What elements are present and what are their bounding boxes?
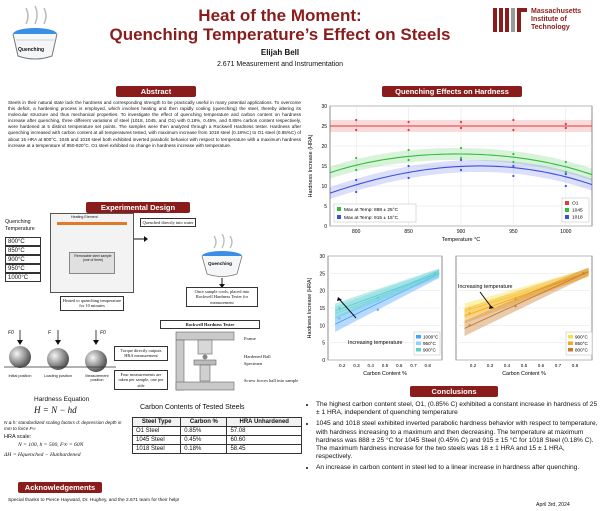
abstract-heading: Abstract [116,86,196,97]
x-tick-label: 0.6 [537,363,545,368]
mit-logo-line2: Institute of [531,16,567,23]
data-point-1018 [355,179,357,181]
data-point-1018 [460,169,462,171]
conclusion-item: • 1045 and 1018 steel exhibited inverted parabolic hardness behavior with respect to temperature, with hardness increasing to a maximum and then decreasing. The temperature at maximum hardness was 888 ± 25 °C for 1045 Steel (0.45% C) and 915 ± 15 °C for 1018 Steel (0.18% C). The maximum hardness increase for the two steels was 18 ± 1 HRA and 15 ± 1 HRA, respectively. [316,420,598,461]
quench-temp-label [5,219,35,232]
data-point-800°C [582,272,584,274]
quenching-header-icon [6,4,64,62]
data-point-900°C [338,307,340,309]
data-point-900°C [377,297,379,299]
carbon-table-title: Carbon Contents of Tested Steels [140,404,245,411]
mit-logo-line1: Massachusetts [531,8,582,15]
acknowledgements-text: Special thanks to Pierce Hayward, Dr. Hughey, and the 2.671 team for their help! [8,498,180,503]
legend-swatch [416,335,421,339]
legend-label: Max at Temp: 888 ± 25°C [344,208,399,213]
legend-label: 1045 [572,208,583,214]
legend-label: 1018 [572,215,583,221]
x-tick-label: 850 [404,229,413,235]
data-point-850°C [469,312,471,314]
x-tick-label: 800 [352,229,361,235]
data-point-900°C [434,272,436,274]
legend-swatch [565,201,569,205]
x-axis-label: Temperature °C [441,237,481,243]
ball-indentation-diagram [4,330,116,388]
x-tick-label: 1000 [560,229,572,235]
quench-icon-label: Quenching [18,47,45,53]
table-row [133,436,302,445]
cooled-caption: Once sample cools, placed into Rockwell Hardness Tester for measurement [186,287,258,307]
table-row [133,427,302,436]
page-title-line1: Heat of the Moment: [198,6,362,25]
temperature-item: 800°C [5,237,41,246]
arrow-to-quench [134,235,148,243]
quench-bath-label: Quenching [208,261,232,266]
page-title-line2: Quenching Temperature’s Effect on Steels [109,25,451,44]
legend-swatch [416,342,421,346]
x-tick-label: 0.5 [520,363,528,368]
author-name: Elijah Bell [260,48,300,57]
y-tick-label: 30 [321,104,327,110]
legend-swatch [337,207,341,211]
y-tick-label: 5 [322,340,325,347]
x-tick-label: 0.8 [424,363,431,368]
data-point-O1 [460,121,462,123]
quenching-effects-heading: Quenching Effects on Hardness [382,86,522,97]
ball-position-label: Initial position [8,374,32,378]
table-cell: 58.45 [227,445,302,454]
data-point-1018 [565,185,567,187]
tester-label-frame: Frame [244,336,256,341]
x-axis-label: Carbon Content % [502,371,546,377]
x-tick-label: 0.7 [410,363,417,368]
x-tick-label: 0.3 [486,363,494,368]
y-tick-label: 0 [322,358,325,364]
data-point-1045 [460,157,462,159]
table-header: Steel Type [133,418,181,427]
data-point-1018 [512,165,514,167]
x-tick-label: 950 [509,229,518,235]
carbon-table [132,417,302,454]
force-label: F0 [100,330,106,336]
data-point-O1 [408,129,410,131]
table-cell: O1 Steel [133,427,181,436]
data-point-1045 [355,157,357,159]
annotation-label: Increasing temperature [458,284,513,290]
data-point-O1 [512,129,514,131]
temperature-item: 900°C [5,255,41,264]
hra-label: HRA scale: [4,434,32,440]
equation-note: N & h: standardized scaling factors d: depression depth in mm to force F∞ [4,420,122,431]
quench-bath-icon [196,234,248,278]
hra-equation: N = 100, h = 500, F∞ = 60N [18,442,84,448]
temperature-item: 1000°C [5,273,41,282]
torque-caption: Torque directly outputs HRA measurement [114,346,168,361]
x-tick-label: 0.2 [339,363,346,368]
delta-equation: ΔH = Hquenched − Hunhardened [4,452,81,458]
furnace-sample-label: Removable steel sample (one of three) [74,254,112,262]
hardness-equation: H = N − hd [34,405,77,415]
y-tick-label: 15 [319,306,325,312]
y-tick-label: 20 [319,288,325,295]
data-point-800°C [514,305,516,307]
legend-swatch [565,215,569,219]
abstract-text: Steels in their natural state lack the hardness and corresponding strength to be practically useful in many potential applications. To overcome this deficit, a hardening process is employed, which involves heating and then rapidly cooling (quenching) the steel, thereby altering its molecular structure and thus mechanical properties. To investigate the effect of quenching temperature and carbon content on hardness increase after quenching, three different variations of steel (1018, 1045, and O1) with 0.18%, 0.45%, and 0.85% carbon content respectively, were hardened at 5 distinct temperature set points. The samples were then analyzed through a Rockwell Hardness tester. Hardness after quenching increased with carbon content at all temperatures tested, with maximum increase from 1018 steel (0.18%C) to O1 steel (0.85%C) of about 15 HRA at 800°C. 1045 and 1018 steel both exhibited inverted parabolic behavior with respect to temperature with a maximum hardness increase at a temperature of 850-920°C. O1 steel exhibited no change in hardness increase with temperature. [8,100,301,148]
data-point-1018 [512,175,514,177]
x-tick-label: 0.6 [396,363,403,368]
data-point-1018 [408,177,410,179]
x-tick-label: 0.3 [353,363,360,368]
furnace-heating-label: Heating Element [71,215,98,219]
legend-label: 1000°C [423,334,439,340]
annotation-label: Increasing temperature [348,340,403,346]
tester-label-ball: Hardened Ball [244,354,271,359]
data-point-1045 [512,153,514,155]
legend-swatch [416,348,421,352]
table-cell: 57.08 [227,427,302,436]
hardness-vs-temperature-chart [304,100,599,250]
data-point-O1 [408,121,410,123]
y-tick-label: 30 [319,254,325,260]
legend-swatch [565,208,569,212]
furnace-caption: Heated to quenching temperature for 10 minutes [60,296,124,311]
legend-swatch [568,342,573,346]
table-header: Carbon % [181,418,227,427]
table-cell: 1018 Steel [133,445,181,454]
y-tick-label: 10 [321,184,327,190]
data-point-1018 [460,159,462,161]
quench-temp-label-line1: Quenching [5,219,31,225]
force-label: F [48,330,52,336]
y-tick-label: 25 [319,271,325,278]
data-point-1045 [408,159,410,161]
legend-label: 950°C [423,341,436,346]
y-tick-label: 5 [324,204,327,210]
x-tick-label: 0.4 [503,363,511,368]
force-label: F0 [8,330,14,336]
table-cell: 1045 Steel [133,436,181,445]
data-point-1045 [355,169,357,171]
rockwell-tester-diagram [172,330,238,394]
y-tick-label: 0 [324,224,327,230]
table-header: HRA Unhardened [227,418,302,427]
table-cell: 60.60 [227,436,302,445]
mit-logo [493,8,597,40]
table-cell: 0.85% [181,427,227,436]
table-cell: 0.18% [181,445,227,454]
conclusion-item: • An increase in carbon content in steel led to a linear increase in hardness after quenching. [316,464,598,472]
data-point-1045 [460,147,462,149]
temperature-item: 950°C [5,264,41,273]
ball-position-label: Measurement position [85,374,109,383]
x-tick-label: 0.5 [381,363,389,368]
data-point-1045 [408,149,410,151]
legend-label: 800°C [575,347,588,353]
data-point-O1 [565,123,567,125]
x-tick-label: 900 [456,229,466,235]
data-point-1018 [355,191,357,193]
course-name: 2.671 Measurement and Instrumentation [216,61,344,68]
furnace-diagram [50,213,134,293]
legend-swatch [568,335,573,339]
x-tick-label: 0.8 [571,363,579,368]
acknowledgements-heading: Acknowledgements [18,482,102,493]
data-point-O1 [565,127,567,129]
table-cell: 0.45% [181,436,227,445]
x-tick-label: 0.4 [367,363,374,368]
legend-label: O1 [572,201,579,207]
y-tick-label: 10 [319,323,325,330]
x-axis-label: Carbon Content % [363,371,407,377]
equation-title: Hardness Equation [34,396,90,403]
legend-label: Max at Temp: 915 ± 15°C [344,216,399,221]
ball-position-label: Loading position [44,374,72,378]
four-measurements-caption: Four measurements are taken per sample, one per side [114,370,168,390]
y-tick-label: 25 [321,124,327,130]
quench-temp-label-line2: Temperature [5,225,35,232]
temperature-item: 850°C [5,246,41,255]
tester-label-screw: Screw forces ball into sample [244,378,299,383]
data-point-800°C [469,324,471,326]
data-point-1045 [565,161,567,163]
y-axis-label: Hardness Increase (HRA) [308,134,314,198]
mit-logo-line3: Technology [531,24,570,31]
data-point-1000°C [377,309,379,311]
data-point-O1 [355,119,357,121]
table-row [133,445,302,454]
conclusions-heading: Conclusions [410,386,498,397]
data-point-1018 [408,165,410,167]
quench-caption: Quenched directly into water [140,218,196,227]
data-point-1045 [565,171,567,173]
conclusions-list [306,401,598,476]
legend-label: 900°C [423,347,436,353]
poster-date: April 3rd, 2024 [536,502,570,508]
data-point-O1 [512,119,514,121]
legend-swatch [337,215,341,219]
tester-title: Rockwell Hardness Tester [160,320,260,329]
data-point-O1 [355,129,357,131]
legend-swatch [568,348,573,352]
y-axis-label: Hardness Increase (HRA) [307,277,313,339]
data-point-1018 [565,173,567,175]
legend-label: 900°C [575,334,588,340]
tester-label-specimen: Specimen [244,361,263,366]
hardness-vs-carbon-high-chart [304,252,448,382]
data-point-1045 [512,161,514,163]
x-tick-label: 0.7 [554,363,562,368]
y-tick-label: 20 [321,144,327,150]
y-tick-label: 15 [321,164,327,170]
conclusion-item: • The highest carbon content steel, O1, (0.85% C) exhibited a constant increase in hardness of 25 ± 1 HRA, independent of quenching temperature [316,401,598,417]
x-tick-label: 0.2 [469,363,477,368]
experimental-heading: Experimental Design [86,202,190,213]
data-point-O1 [460,127,462,129]
temperature-list [5,237,41,282]
legend-label: 850°C [575,341,588,346]
hardness-vs-carbon-low-chart [450,252,598,382]
